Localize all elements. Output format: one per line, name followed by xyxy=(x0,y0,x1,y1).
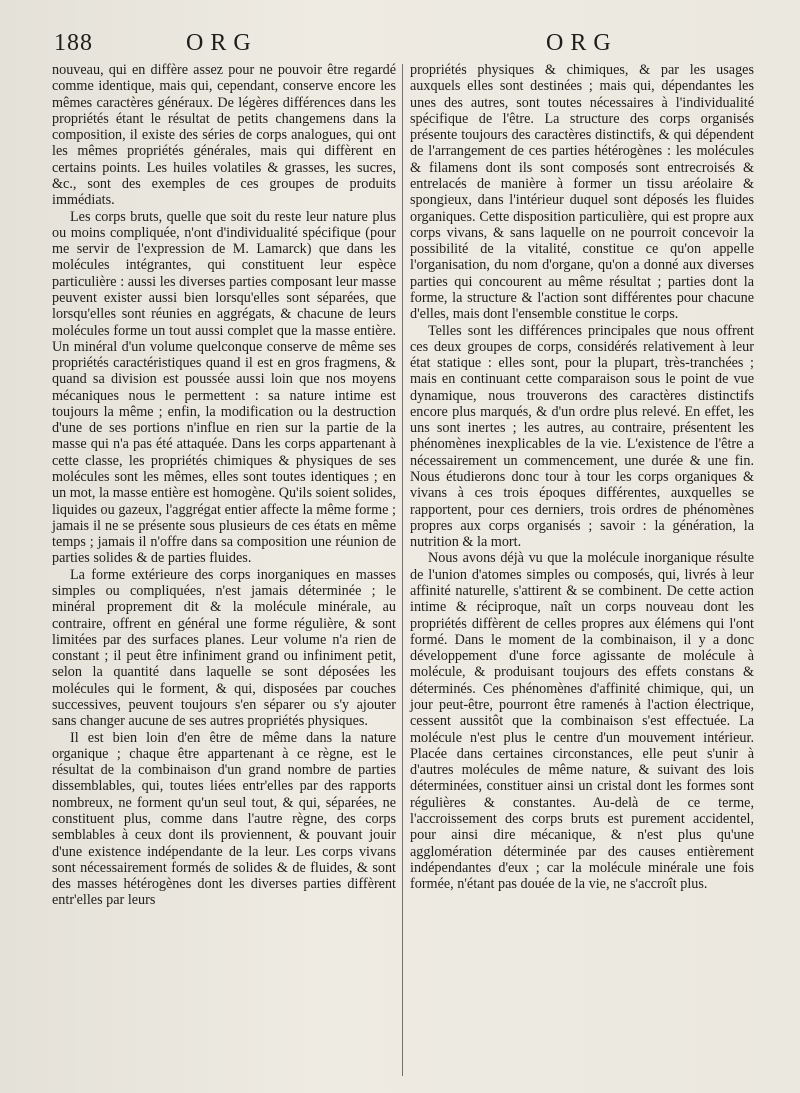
page-header xyxy=(50,30,766,60)
paragraph: propriétés physiques & chimiques, & par les usages auxquels elles sont destinées ; mais qui, dépendantes les unes des autres, sont toutes nécessaires à l'individualité spécifique de l'être. La structure des corps organisés présente toujours des caractères distinctifs, & qui dépendent de l'arrangement de ces parties hétérogènes : les molécules & filamens dont ils sont composés sont entrecroisés & entrelacés de manière à former un tissu aréolaire & spongieux, dans l'intérieur duquel sont déposés les fluides organiques. Cette disposition particulière, qui est propre aux corps vivans, & sans laquelle on ne pourroit concevoir la possibilité de la vitalité, constitue ce qu'on appelle l'organisation, du nom d'organe, qu'on a donné aux diverses parties qui concourent au même résultat ; parties dont la forme, la structure & l'action sont différentes pour chacune d'elles, mais dont l'ensemble constitue le corps. xyxy=(410,62,754,323)
paragraph: Telles sont les différences principales que nous offrent ces deux groupes de corps, considérés relativement à leur état statique : elles sont, pour la plupart, très-tranchées ; mais en continuant cette comparaison sous le point de vue dynamique, nous trouverons des caractères distinctifs encore plus marqués, & d'un ordre plus relevé. En effet, les uns sont inertes ; les autres, au contraire, présentent les phénomènes inexplicables de la vie. L'existence de l'être a nécessairement un commencement, une durée & une fin. Nous étudierons donc tour à tour les corps organiques & vivans à ces trois époques différentes, auxquelles se rapportent, pour ces derniers, trois ordres de phénomènes propres aux corps organisés ; savoir : la génération, la nutrition & la mort. xyxy=(410,322,754,551)
paragraph: La forme extérieure des corps inorganiques en masses simples ou compliquées, n'est jamais déterminée ; le minéral proprement dit & la molécule minérale, au contraire, offrent en général une forme régulière, & sont limitées par des surfaces planes. Leur volume n'a rien de constant ; il peut être infiniment grand ou infiniment petit, selon la quantité dans laquelle se sont déposées les molécules qui le forment, & qui, disposées par couches successives, peuvent toujours s'en séparer ou s'y ajouter sans changer aucune de ses autres propriétés physiques. xyxy=(52,566,396,730)
column-divider xyxy=(402,64,403,1076)
paragraph: Les corps bruts, quelle que soit du reste leur nature plus ou moins compliquée, n'ont d'individualité spécifique (pour me servir de l'expression de M. Lamarck) que dans les molécules intégrantes, qui constituent leur espèce particulière : aussi les diverses parties composant leur masse peuvent exister aussi bien lorsqu'elles sont séparées, que lorsqu'elles sont réunies en aggrégats, & chacune de leurs molécules forme un tout aussi complet que la masse entière. Un minéral d'un volume quelconque conserve de même ses propriétés caractéristiques quand il est en gros fragmens, & quand sa division est poussée aussi loin que nos moyens mécaniques nous le permettent : sa nature intime est toujours la même ; enfin, la modification ou la destruction d'une de ses portions n'influe en rien sur la partie de la masse qui n'a pas été attaquée. Dans les corps appartenant à cette classe, les propriétés chimiques & physiques de ses molécules sont les mêmes, elles sont toutes identiques ; en un mot, la masse entière est homogène. Qu'ils soient solides, liquides ou gazeux, l'aggrégat entier affecte la même forme ; jamais il ne se présente sous plusieurs de ces états en même temps ; jamais il n'offre dans sa composition une réunion de parties solides & de parties fluides. xyxy=(52,208,396,567)
running-head-right: ORG xyxy=(546,30,618,56)
page-number: 188 xyxy=(54,30,93,56)
paragraph: Nous avons déjà vu que la molécule inorganique résulte de l'union d'atomes simples ou composés, qui, livrés à leur affinité naturelle, s'attirent & se combinent. De cette action intime & réciproque, naît un corps nouveau dont les propriétés diffèrent de celles propres aux élémens qui l'ont formé. Dans le moment de la combinaison, il y a donc développement d'une force agissante de molécule à molécule, & produisant toujours des effets constans & déterminés. Ces phénomènes d'affinité chimique, qui, un jour peut-être, pourront être ramenés à l'action électrique, cessent aussitôt que la combinaison s'est effectuée. La molécule n'est plus le centre d'un mouvement intérieur. Placée dans certaines circonstances, elle peut s'unir à d'autres molécules de même nature, & suivant des lois déterminées, constituer ainsi un cristal dont les formes sont régulières & constantes. Au-delà de ce terme, l'accroissement des corps bruts est purement accidentel, pour ainsi dire mécanique, & n'est plus qu'une agglomération déterminée par des causes entièrement indépendantes d'eux ; car la molécule minérale une fois formée, n'étant pas douée de la vie, ne s'accroît plus. xyxy=(410,550,754,893)
running-head-left: ORG xyxy=(186,30,258,56)
paragraph: Il est bien loin d'en être de même dans la nature organique ; chaque être appartenant à ce règne, est le résultat de la combinaison d'un grand nombre de parties dissemblables, qui, toutes liées entr'elles par des rapports nombreux, ne forment qu'un seul tout, & qui, séparées, ne constituent plus, comme dans l'autre règne, des corps semblables à ceux dont ils proviennent, & pouvant jouir d'une existence indépendante de la leur. Les corps vivans sont nécessairement formés de solides & de fluides, & sont des masses hétérogènes dont les diverses parties diffèrent entr'elles par leurs xyxy=(52,729,396,909)
right-text-column xyxy=(410,62,754,892)
paragraph: nouveau, qui en diffère assez pour ne pouvoir être regardé comme identique, mais qui, cependant, conserve encore les mêmes caractères généraux. De légères différences dans les propriétés étant le résultat de petits changemens dans la composition, il existe des séries de corps analogues, qui ont les mêmes propriétés générales, mais qui diffèrent en certains points. Les huiles volatiles & grasses, les sucres, &c., sont des exemples de ces groupes de produits immédiats. xyxy=(52,62,396,209)
left-text-column xyxy=(52,62,396,909)
